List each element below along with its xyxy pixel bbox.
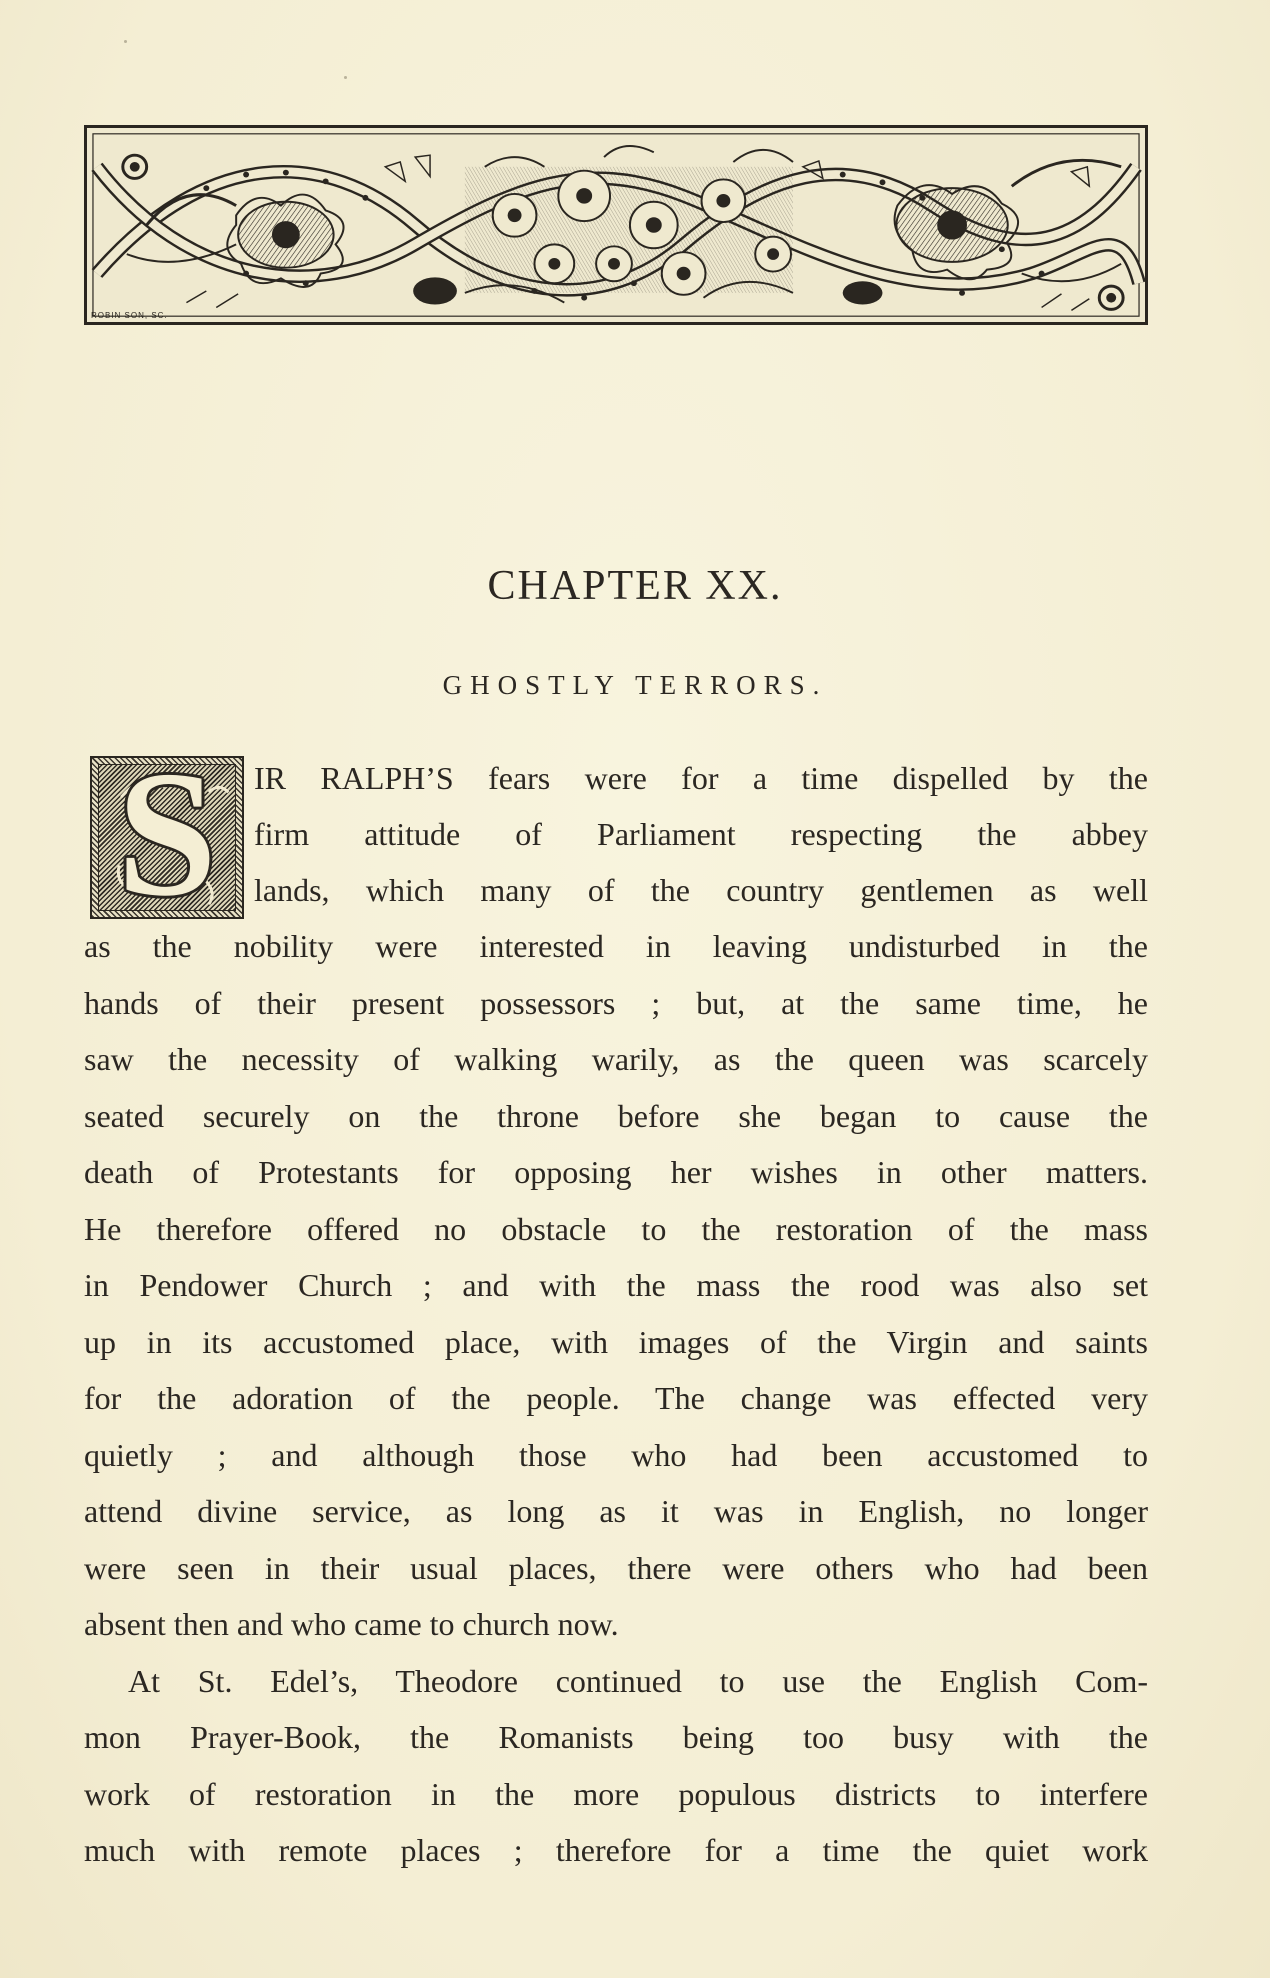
body-line: death of Protestants for opposing her wishes in other matters.	[84, 1154, 1148, 1190]
body-line: firm attitude of Parliament respecting the abbey	[254, 816, 1148, 852]
body-line: hands of their present possessors ; but, at the same time, he	[84, 985, 1148, 1021]
body-line: up in its accustomed place, with images of the Virgin and saints	[84, 1324, 1148, 1360]
body-line: attend divine service, as long as it was in English, no longer	[84, 1493, 1148, 1529]
engraver-signature: ROBIN SON, SC.	[91, 311, 168, 320]
chapter-subtitle: GHOSTLY TERRORS.	[442, 670, 828, 700]
body-line: in Pendower Church ; and with the mass the rood was also set	[84, 1267, 1148, 1303]
drop-cap-letter: S	[116, 734, 218, 933]
body-line: seated securely on the throne before she began to cause the	[84, 1098, 1148, 1134]
chapter-title: CHAPTER XX.	[487, 563, 783, 609]
body-line: were seen in their usual places, there were others who had been	[84, 1550, 1148, 1586]
body-line: saw the necessity of walking warily, as the queen was scarcely	[84, 1041, 1148, 1077]
body-line: much with remote places ; therefore for a time the quiet work	[84, 1832, 1148, 1868]
body-line: as the nobility were interested in leaving undisturbed in the	[84, 928, 1148, 964]
decorative-headpiece	[84, 125, 1148, 325]
body-line: quietly ; and although those who had been accustomed to	[84, 1437, 1148, 1473]
drop-cap	[90, 734, 244, 933]
floral-ornament-illustration	[87, 128, 1145, 322]
body-line: absent then and who came to church now.	[84, 1606, 619, 1642]
body-line: lands, which many of the country gentlemen as well	[254, 872, 1148, 908]
body-line: for the adoration of the people. The change was effected very	[84, 1380, 1148, 1416]
paper-speck	[124, 40, 127, 43]
paper-speck	[344, 76, 347, 79]
body-line: IR RALPH’S fears were for a time dispelled by the	[254, 760, 1148, 796]
body-line: work of restoration in the more populous districts to interfere	[84, 1776, 1148, 1812]
body-line: At St. Edel’s, Theodore continued to use the English Com-	[128, 1663, 1148, 1699]
body-line: He therefore offered no obstacle to the restoration of the mass	[84, 1211, 1148, 1247]
body-line: mon Prayer-Book, the Romanists being too busy with the	[84, 1719, 1148, 1755]
